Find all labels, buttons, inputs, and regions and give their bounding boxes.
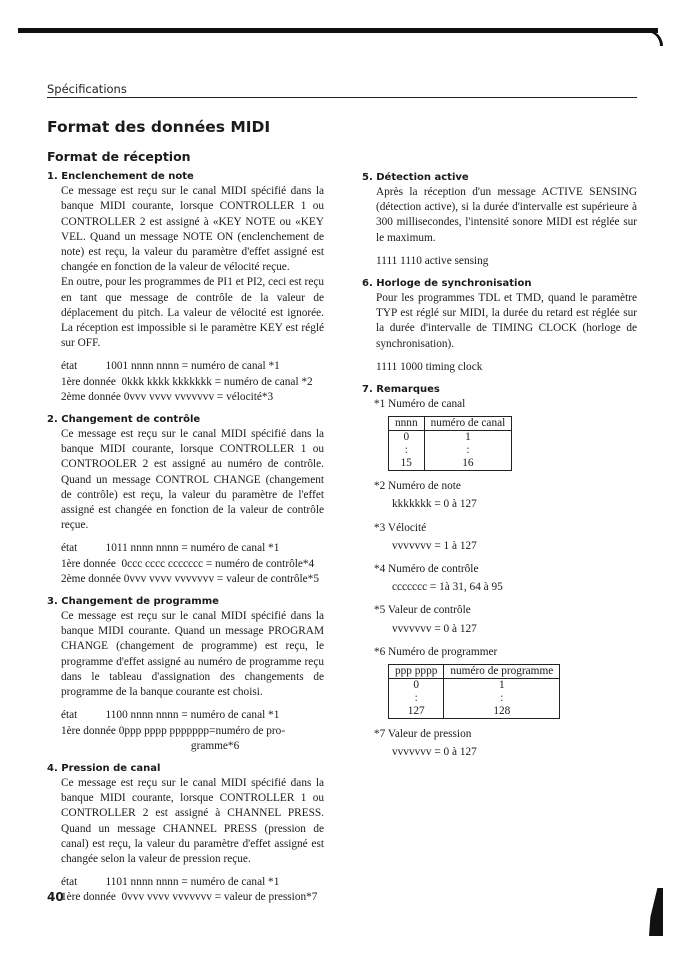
subtitle: Format de réception [47,149,191,164]
table-cell: : [389,692,444,705]
data-format-block [61,359,324,405]
section-paragraph: Ce message est reçu sur le canal MIDI spécifié dans la banque MIDI courante, lorsque CONTROLLER 1 ou CONTROLLER 2 est assigné à «KEY NOTE ou «KEY VEL. Quand un message NOTE ON (enclenchement de note) est reçu, la valeur du paramètre d'effet assigné est changée en fonction de la valeur de vélocité reçue. [61,185,324,274]
section-heading: 7. Remarques [362,384,440,396]
section-heading: 2. Changement de contrôle [47,414,201,426]
table-header: ppp pppp [389,665,444,679]
table-cell: 1 [424,431,512,445]
right-column [362,171,637,768]
section-heading: 3. Changement de programme [47,596,219,608]
data-line: 1ère donnée 0ppp pppp ppppppp=numéro de pro- [61,724,286,737]
section [47,170,324,405]
note-5-value: vvvvvvv = 0 à 127 [392,622,477,635]
table-row [389,692,560,705]
note-2: *2 Numéro de note [374,480,461,493]
table-row [389,679,560,693]
section-heading: 5. Détection active [362,172,469,183]
data-line: 1111 1110 active sensing [376,254,489,267]
table-cell: : [444,692,560,705]
data-line: 1ère donnée 0ccc cccc ccccccc = numéro de contrôle*4 [61,557,315,570]
data-line: 2ème donnée 0vvv vvvv vvvvvvv = vélocité*3 [61,390,274,403]
note-5: *5 Valeur de contrôle [374,604,471,617]
remarks-section [362,383,637,760]
table-row [389,444,512,457]
table-cell: 1 [444,679,560,693]
section [362,277,637,375]
note-1: *1 Numéro de canal [374,398,466,411]
table-header: numéro de canal [424,417,512,431]
table-cell: 15 [389,457,425,471]
left-sections [47,170,324,905]
binding-mark [649,888,663,936]
left-column [47,149,324,914]
note-7-value: vvvvvvv = 0 à 127 [392,746,477,759]
note-2-value: kkkkkkk = 0 à 127 [392,498,477,511]
program-table [388,664,560,719]
channel-table [388,416,512,471]
data-line: état 1011 nnnn nnnn = numéro de canal *1 [61,542,280,555]
section-paragraph: Ce message est reçu sur le canal MIDI spécifié dans la banque MIDI courante, lorsque CONTROLLER 1 ou CONTROLLER 2 est assigné à CHANNEL PRESS. Quand un message CHANNEL PRESS (pression de canal) est reçu, la valeur du paramètre d'effet assigné est changée selon la valeur de pression reçue. [61,776,324,865]
table-cell: 0 [389,679,444,693]
note-7: *7 Valeur de pression [374,728,472,741]
page-number: 40 [47,890,64,904]
table-cell: 16 [424,457,512,471]
data-format-block [376,254,637,269]
table-cell: : [389,444,425,457]
table-header: nnnn [389,417,425,431]
table-header-row [389,417,512,431]
note-3: *3 Vélocité [374,521,427,534]
data-line: gramme*6 [61,739,240,752]
table-cell: 128 [444,705,560,719]
data-format-block [61,875,324,905]
data-format-block [61,541,324,587]
note-4-value: ccccccc = 1à 31, 64 à 95 [392,581,503,594]
section-paragraph: Ce message est reçu sur le canal MIDI spécifié dans la banque MIDI courante, lorsque CONTROLLER 1 ou CONTROOLER 2 est assigné au numéro de contrôle. Quand un message CONTROL CHANGE (changement de contrôle) est reçu, la valeur du paramètre de l'effet assigné est changée en fonction de la valeur de contrôle reçue. [61,428,324,532]
data-line: état 1101 nnnn nnnn = numéro de canal *1 [61,876,280,889]
header-divider [47,97,637,98]
data-format-block [61,708,324,754]
section [47,762,324,906]
data-line: 1111 1000 timing clock [376,360,483,373]
table-header-row [389,665,560,679]
table-cell: : [424,444,512,457]
table-row [389,705,560,719]
top-rule-curl [620,30,663,46]
section-heading: 4. Pression de canal [47,762,161,774]
table-cell: 127 [389,705,444,719]
data-line: 1ère donnée 0vvv vvvv vvvvvvv = valeur de pression*7 [61,891,318,904]
section-paragraph: Après la réception d'un message ACTIVE SENSING (détection active), si la durée d'intervalle est supérieure à 300 millisecondes, l'intensité sonore MIDI est réglée sur le maximum. [376,186,637,244]
section-heading: 6. Horloge de synchronisation [362,278,532,290]
top-rule-bar [18,28,658,33]
table-cell: 0 [389,431,425,445]
data-format-block [376,360,637,375]
note-6: *6 Numéro de programmer [374,645,498,658]
right-sections [362,171,637,375]
note-4: *4 Numéro de contrôle [374,563,479,576]
data-line: 1ère donnée 0kkk kkkk kkkkkkk = numéro de canal *2 [61,375,313,388]
page-title: Format des données MIDI [47,118,271,136]
data-line: état 1100 nnnn nnnn = numéro de canal *1 [61,709,280,722]
section-paragraph: Ce message est reçu sur le canal MIDI spécifié dans la banque MIDI courante. Quand un message PROGRAM CHANGE (changement de programme) est reçu, le programme d'effet assigné au numéro de programme reçu dans le tableau d'assignation des changements de programme de la banque courante est choisi. [61,610,324,699]
section [47,595,324,754]
section-paragraph: En outre, pour les programmes de PI1 et PI2, ceci est reçu en tant que message de contrôle de la valeur de déplacement du pitch. La valeur de vélocité est ignorée. La réception est impossible si le paramètre KEY est réglé sur OFF. [61,276,324,350]
note-3-value: vvvvvvv = 1 à 127 [392,539,477,552]
section [362,171,637,269]
data-line: état 1001 nnnn nnnn = numéro de canal *1 [61,360,280,373]
table-row [389,431,512,445]
table-row [389,457,512,471]
section-heading: 1. Enclenchement de note [47,171,194,183]
section-paragraph: Pour les programmes TDL et TMD, quand le paramètre TYP est réglé sur MIDI, la durée du retard est réglée sur la durée d'intervalle de TIMING CLOCK (horloge de synchronisation). [376,292,637,350]
data-line: 2ème donnée 0vvv vvvv vvvvvvv = valeur de contrôle*5 [61,572,319,585]
section [47,413,324,587]
section-label: Spécifications [47,82,127,96]
table-header: numéro de programme [444,665,560,679]
